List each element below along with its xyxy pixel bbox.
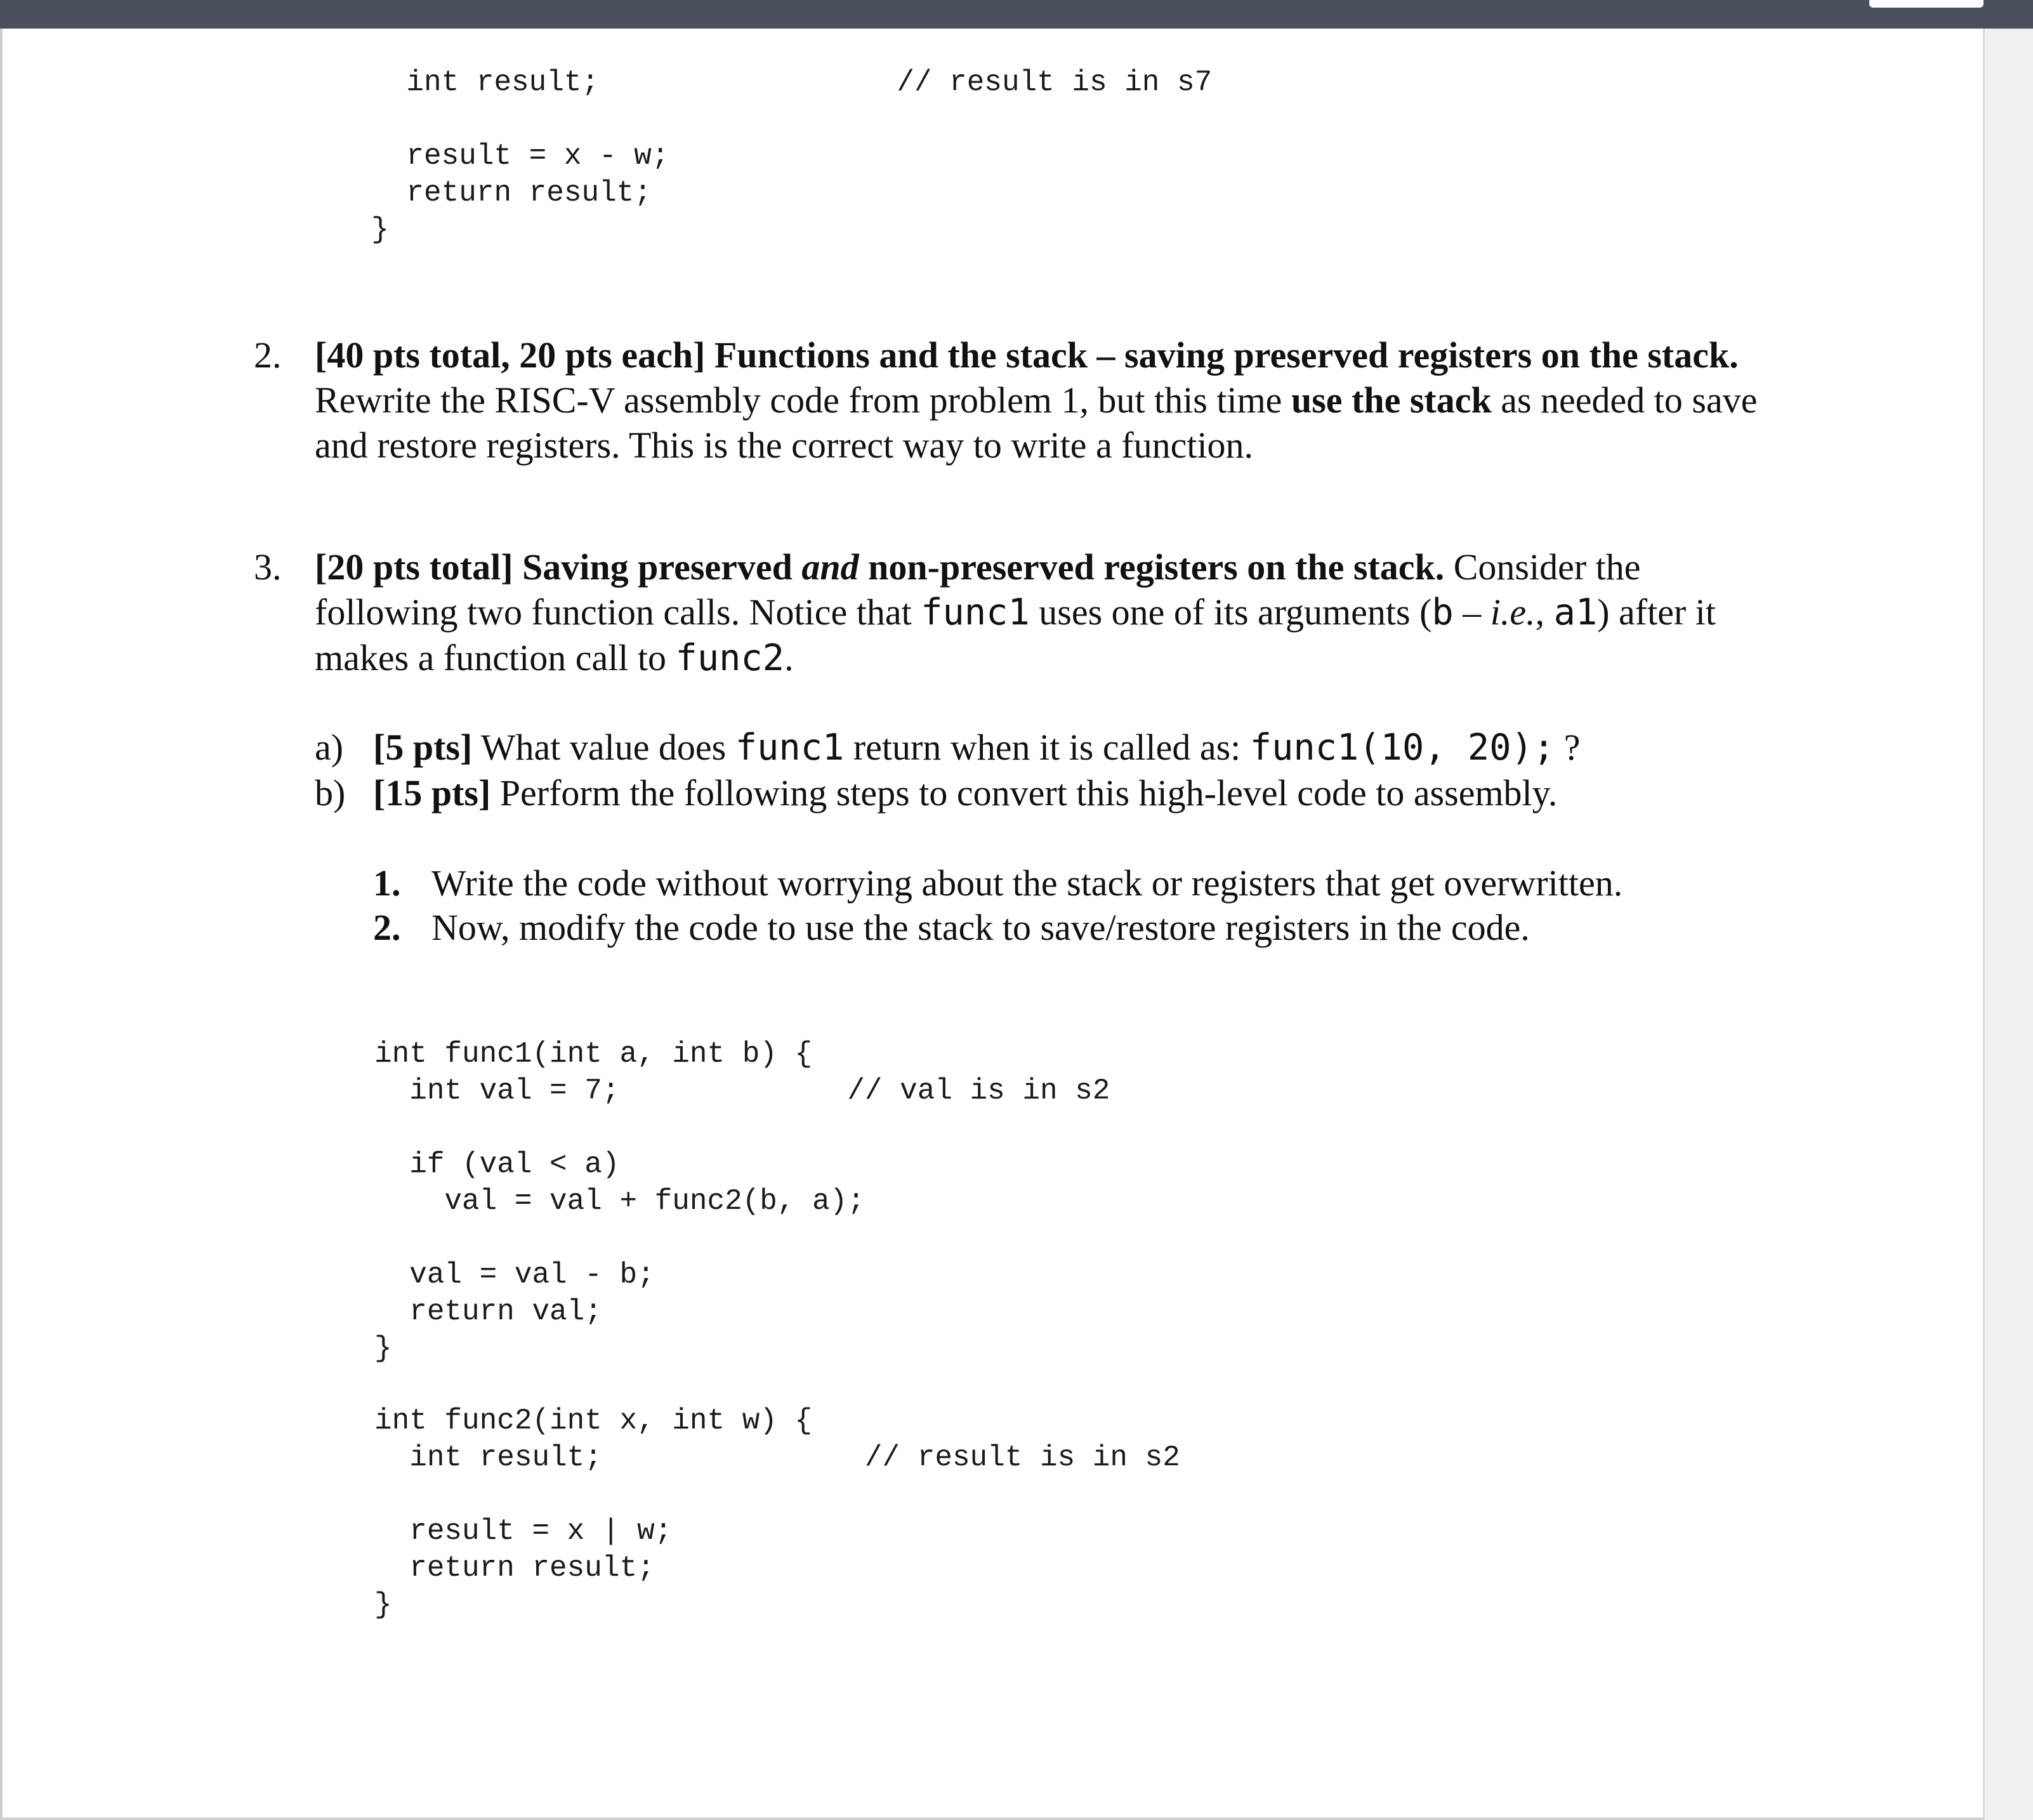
step-2-number: 2. xyxy=(373,907,401,948)
code-line: result = x | w; xyxy=(374,1515,673,1548)
problem-3-text: [20 pts total] Saving preserved and non-preserved registers on the stack. Consider the following two function calls. Notice that func1 uses one of its arguments (b – i.e., a1) after it makes a function call to func2. xyxy=(315,546,1716,679)
right-sidebar[interactable] xyxy=(1983,29,2033,1820)
code-line: } xyxy=(374,1588,392,1621)
part-a-label: a) xyxy=(315,727,344,768)
code-line: } xyxy=(336,213,389,246)
problem-2-text: [40 pts total, 20 pts each] Functions and the stack – saving preserved registers on the stack. Rewrite the RISC-V assembly code from problem 1, but this time use the stack as needed to save and restore registers. This is the correct way to write a function. xyxy=(315,334,1758,466)
func2-code-block xyxy=(374,1402,1180,1623)
top-code-block xyxy=(336,64,1212,248)
code-line: int result; // result is in s7 xyxy=(336,66,1213,99)
step-2-text: Now, modify the code to use the stack to save/restore registers in the code. xyxy=(431,907,1530,948)
part-a-text: [5 pts] What value does func1 return when it is called as: func1(10, 20); ? xyxy=(373,727,1581,768)
code-line: return result; xyxy=(374,1552,655,1585)
step-1-number: 1. xyxy=(373,862,401,904)
problem-3-number: 3. xyxy=(254,546,282,588)
code-line: } xyxy=(374,1332,392,1365)
step-1-text: Write the code without worrying about the stack or registers that get overwritten. xyxy=(431,862,1623,904)
code-line: int func2(int x, int w) { xyxy=(374,1404,813,1437)
top-bar-tab-indicator[interactable] xyxy=(1869,0,1984,8)
part-b-label: b) xyxy=(315,772,346,814)
window-top-bar xyxy=(0,0,2033,29)
problem-2-number: 2. xyxy=(254,334,282,376)
page-bottom-edge xyxy=(0,1817,1983,1820)
code-line: val = val + func2(b, a); xyxy=(374,1185,865,1218)
func1-code-block xyxy=(374,1036,1110,1367)
part-b-text: [15 pts] Perform the following steps to convert this high-level code to assembly. xyxy=(373,772,1558,814)
problem-3-heading: [20 pts total] Saving preserved and non-preserved registers on the stack. xyxy=(315,546,1445,588)
code-line: return val; xyxy=(374,1295,602,1328)
code-line: int func1(int a, int b) { xyxy=(374,1038,813,1071)
code-line: return result; xyxy=(336,176,652,209)
code-line: int val = 7; // val is in s2 xyxy=(374,1074,1110,1107)
code-line: int result; // result is in s2 xyxy=(374,1441,1180,1474)
problem-2-heading: [40 pts total, 20 pts each] Functions and the stack – saving preserved registers on the stack. xyxy=(315,334,1739,376)
code-line: val = val - b; xyxy=(374,1258,655,1291)
code-line: result = x - w; xyxy=(336,140,669,173)
page-left-edge xyxy=(0,29,3,1820)
code-line: if (val < a) xyxy=(374,1148,620,1181)
